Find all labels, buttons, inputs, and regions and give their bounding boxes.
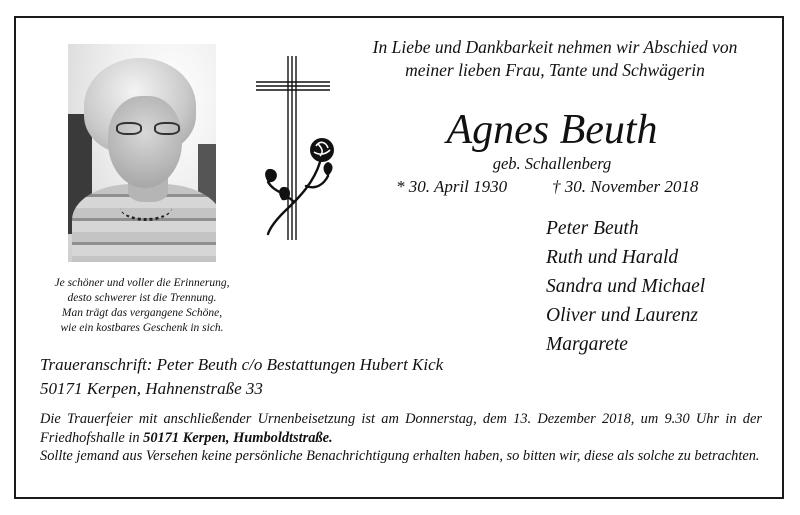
birth-name: geb. Schallenberg — [492, 154, 612, 173]
mourner-name: Ruth und Harald — [546, 247, 679, 268]
death-date: † 30. November 2018 — [552, 177, 699, 196]
life-dates — [396, 176, 736, 198]
birth-date: * 30. April 1930 — [396, 177, 508, 196]
address-line-2: 50171 Kerpen, Hahnenstraße 33 — [40, 379, 263, 398]
mourner-name: Oliver und Laurenz — [546, 305, 699, 326]
cross-icon — [254, 52, 334, 242]
intro-line-1: In Liebe und Dankbarkeit nehmen wir Abschied von — [372, 37, 738, 57]
quote-line: Man trägt das vergangene Schöne, — [61, 307, 223, 319]
service-info — [40, 410, 762, 466]
mourner-name: Sandra und Michael — [546, 276, 706, 297]
mourner-name: Peter Beuth — [546, 218, 639, 239]
mourner-name: Margarete — [546, 334, 628, 355]
service-text: Die Trauerfeier mit anschließender Urnenbeisetzung ist am Donnerstag, dem 13. Dezember 2018, um 9.30 Uhr in der Friedhofshalle in — [40, 411, 762, 446]
rose-icon — [265, 138, 334, 234]
deceased-name: Agnes Beuth — [446, 107, 658, 153]
intro-text — [330, 36, 780, 82]
address-line-1: Traueranschrift: Peter Beuth c/o Bestattungen Hubert Kick — [40, 355, 444, 374]
notification-note: Sollte jemand aus Versehen keine persönliche Benachrichtigung erhalten haben, so bitten wir, diese als solche zu betrachten. — [40, 448, 760, 464]
service-paragraph — [40, 410, 762, 447]
quote-line: Je schöner und voller die Erinnerung, — [54, 277, 230, 289]
portrait-photo — [68, 44, 216, 262]
memorial-quote — [32, 276, 252, 336]
intro-line-2: meiner lieben Frau, Tante und Schwägerin — [405, 60, 705, 80]
quote-line: desto schwerer ist die Trennung. — [67, 292, 217, 304]
quote-line: wie ein kostbares Geschenk in sich. — [60, 322, 224, 334]
service-location: 50171 Kerpen, Humboldtstraße. — [143, 429, 333, 446]
mourning-address — [40, 353, 443, 401]
mourners-list — [546, 214, 705, 359]
